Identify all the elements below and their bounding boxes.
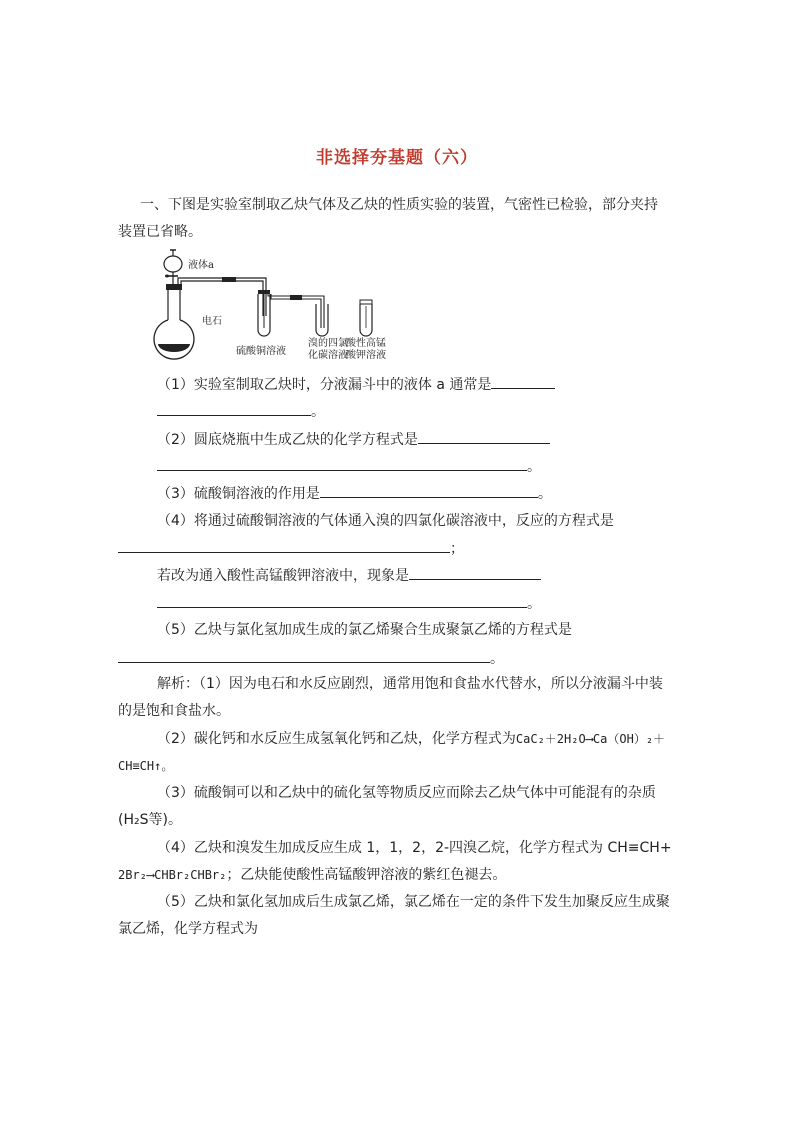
answer-blank-1[interactable]: [491, 374, 555, 389]
test-tube-permanganate: [360, 300, 372, 336]
analysis-5-line1: （5）乙炔和氯化氢加成后生成氯乙烯，氯乙烯在一定的条件下发生加聚反应生成聚: [157, 894, 670, 910]
answer-blank-4c[interactable]: [157, 593, 527, 608]
question-4-cont: [118, 538, 464, 559]
analysis-4-text: ；乙炔能使酸性高锰酸钾溶液的紫红色褪去。: [226, 867, 507, 883]
question-intro-line1: 一、下图是实验室制取乙炔气体及乙炔的性质实验的装置，气密性已检验，部分夹持: [140, 197, 658, 213]
bromine-label-line1: 溴的四氯: [308, 338, 348, 349]
answer-blank-2[interactable]: [418, 429, 550, 444]
question-intro-line2: 装置已省略。: [118, 224, 202, 240]
question-1-cont: [157, 401, 325, 422]
question-3: [157, 483, 552, 504]
apparatus-diagram: [150, 248, 400, 368]
analysis-2-text: （2）碳化钙和水反应生成氢氧化钙和乙炔，化学方程式为: [157, 731, 516, 747]
analysis-2-line1: [157, 729, 665, 749]
permanganate-label-line2: 酸钾溶液: [346, 350, 386, 361]
period: 。: [490, 651, 504, 667]
analysis-1-line2: 的是饱和食盐水。: [118, 703, 230, 719]
answer-blank-3[interactable]: [320, 483, 538, 498]
question-5-text: （5）乙炔与氯化氢加成生成的氯乙烯聚合生成聚氯乙烯的方程式是: [157, 622, 572, 638]
answer-blank-4[interactable]: [118, 538, 450, 553]
question-4: [157, 511, 614, 531]
round-bottom-flask: [154, 320, 194, 359]
question-2-text: （2）圆底烧瓶中生成乙炔的化学方程式是: [157, 432, 418, 448]
separatory-funnel: [164, 250, 182, 286]
period: 。: [311, 404, 325, 420]
copper-sulfate-label: 硫酸铜溶液: [236, 346, 286, 357]
calcium-carbide-label: 电石: [202, 316, 222, 327]
analysis-1-line1: 解析：（1）因为电石和水反应剧烈，通常用饱和食盐水代替水，所以分液漏斗中装: [157, 676, 663, 692]
liquid-a-label: 液体a: [188, 260, 214, 271]
period: 。: [537, 486, 552, 502]
period: 。: [527, 596, 541, 612]
analysis-5-line2: 氯乙烯，化学方程式为: [118, 921, 258, 937]
analysis-2-line2: CH≡CH↑。: [118, 759, 174, 773]
analysis-3-line2: (H₂S等)。: [118, 812, 182, 828]
question-2: [157, 429, 550, 450]
question-4b-text: 若改为通入酸性高锰酸钾溶液中，现象是: [157, 568, 409, 584]
question-5-cont: [118, 648, 504, 669]
semicolon: ；: [450, 541, 464, 557]
question-2-cont: [157, 456, 541, 477]
question-1: [157, 374, 555, 395]
analysis-3-line1: （3）硫酸铜可以和乙炔中的硫化氢等物质反应而除去乙炔气体中可能混有的杂质: [157, 785, 656, 801]
answer-blank-2b[interactable]: [157, 456, 527, 471]
period: 。: [527, 459, 541, 475]
answer-blank-5[interactable]: [118, 648, 490, 663]
question-4b-cont: [157, 593, 541, 614]
answer-blank-1b[interactable]: [157, 401, 311, 416]
question-5: [157, 620, 572, 640]
question-4-text: （4）将通过硫酸铜溶液的气体通入溴的四氯化碳溶液中，反应的方程式是: [157, 513, 614, 529]
analysis-4-line1: （4）乙炔和溴发生加成反应生成 1，1，2，2-四溴乙烷，化学方程式为 CH≡CH+: [157, 840, 672, 856]
question-4b: [157, 565, 541, 586]
question-1-text: （1）实验室制取乙炔时，分液漏斗中的液体 a 通常是: [157, 377, 492, 393]
test-tube-bromine: [316, 304, 328, 336]
analysis-2-equation: CaC₂＋2H₂O⟶Ca（OH）₂＋: [515, 732, 666, 746]
stopper: [166, 284, 182, 290]
page-title: 非选择夯基题（六）: [316, 148, 478, 168]
permanganate-label-line1: 酸性高锰: [346, 338, 386, 349]
bromine-label-line2: 化碳溶液: [308, 350, 348, 361]
question-3-text: （3）硫酸铜溶液的作用是: [157, 486, 320, 502]
analysis-4-equation: 2Br₂⟶CHBr₂CHBr₂: [118, 868, 227, 882]
analysis-4-line2: [118, 865, 506, 885]
answer-blank-4b[interactable]: [409, 565, 541, 580]
test-tube-copper-sulfate: [258, 290, 270, 336]
